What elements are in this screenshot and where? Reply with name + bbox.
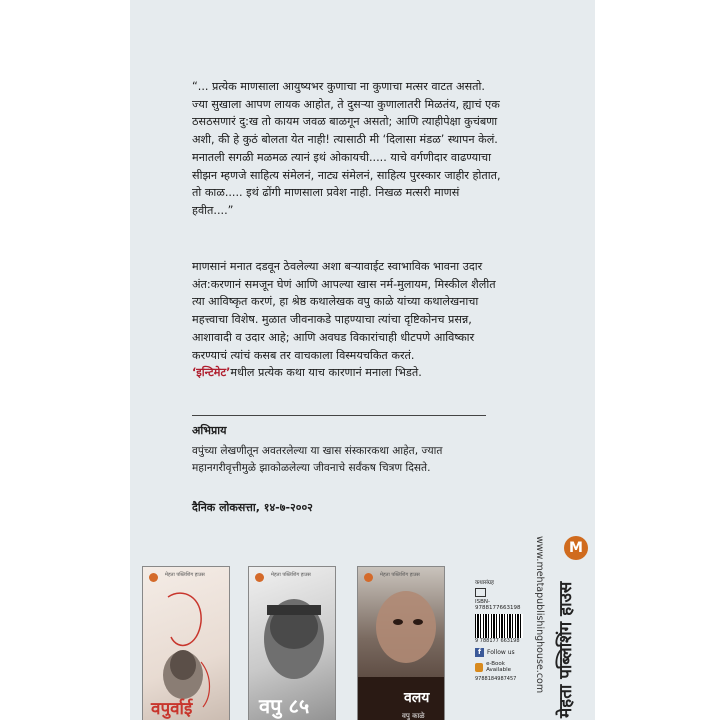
ebook-label: e-Book Available — [486, 661, 511, 673]
barcode-number: 9 788177 663198 — [475, 638, 520, 644]
thumb-title: वपुर्वाई — [151, 699, 193, 719]
book-thumbnail-vapurvai[interactable] — [142, 566, 230, 720]
thumb-publisher-label: मेहता पब्लिशिंग हाउस — [380, 572, 420, 578]
back-cover — [130, 0, 595, 720]
thumb-publisher-label: मेहता पब्लिशिंग हाउस — [165, 572, 205, 578]
ebook-icon — [475, 663, 483, 672]
facebook-icon: f — [475, 648, 484, 657]
publisher-url[interactable]: www.mehtapublishinghouse.com — [534, 536, 545, 694]
blurb-description — [192, 258, 504, 382]
isbn-text: ISBN-9788177663198 — [475, 599, 521, 611]
divider — [192, 415, 486, 416]
publisher-strip — [523, 530, 595, 720]
book-thumbnail-vapu85[interactable] — [248, 566, 336, 720]
publisher-logo-icon: M — [564, 536, 588, 560]
blurb-quote: “... प्रत्येक माणसाला आयुष्यभर कुणाचा ना कुणाचा मत्सर वाटत असतो. ज्या सुखाला आपण लायक आहोत, ते दुसऱ्या कुणालातरी मिळतंय, ह्याचं एक ठसठसणारं दु:ख तो कायम जवळ बाळगून असतो; आणि त्याहीपेक्षा कुचंबणा अशी, की हे कुठं बोलता येत नाही! त्यासाठी मी ‘दिलासा मंडळ’ स्थापन केलं. मनातली सगळी मळमळ त्यानं इथं ओकायची..... याचे वर्गणीदार वाढण्याचा सीझन म्हणजे साहित्य संमेलनं, नाट्य संमेलनं, साहित्य पुरस्कार जाहीर होतात, तो काळ..... इथं ढोंगी माणसाला प्रवेश नाही. निखळ मत्सरी माणसं हवीत....” — [192, 80, 501, 217]
category-icon — [475, 588, 486, 597]
thumb-title: वलय — [404, 690, 430, 706]
description-text: माणसानं मनात दडवून ठेवलेल्या अशा बऱ्यावाईट स्वाभाविक भावना उदार अंत:करणानं समजून घेणं आणि आपल्या खास नर्म-मुलायम, मिस्कील शैलीत त्या आविष्कृत करणं, हा श्रेष्ठ कथालेखक वपु काळे यांच्या कथालेखनाचा महत्त्वाचा विशेष. मुळात जीवनाकडे पाहण्याचा त्यांचा दृष्टिकोनच प्रसन्न, आशावादी व उदार आहे; आणि अवघड विकारांचाही धीटपणे आविष्कार करण्याचं त्यांचं कसब तर वाचकाला विस्मयचकित करतं. — [192, 260, 496, 362]
book-thumbnail-valay[interactable] — [357, 566, 445, 720]
category-label: कथासंग्रह — [475, 580, 494, 586]
publisher-name: मेहता पब्लिशिंग हाउस — [556, 581, 576, 718]
facebook-label: Follow us — [487, 649, 515, 656]
highlight-title: ‘इन्टिमेट’ — [192, 366, 231, 380]
thumb-title: वपु ८५ — [259, 694, 310, 718]
opinion-text: वपुंच्या लेखणीतून अवतरलेल्या या खास संस्कारकथा आहेत, ज्यात महानगरीवृत्तीमुळे झाकोळलेल्या जीवनाचे सर्वंकष चित्रण दिसते. — [192, 445, 443, 474]
ebook-badge[interactable] — [475, 661, 527, 673]
thumb-author: वपु काळे — [402, 712, 425, 720]
product-code: 9788184987457 — [475, 676, 517, 682]
portrait-illustration — [358, 567, 444, 720]
facebook-follow[interactable] — [475, 648, 527, 657]
highlight-rest: मधील प्रत्येक कथा याच कारणानं मनाला भिडते. — [230, 366, 422, 380]
opinion-source: दैनिक लोकसत्ता, १४-७-२००२ — [192, 501, 313, 514]
thumb-publisher-label: मेहता पब्लिशिंग हाउस — [271, 572, 311, 578]
book-info-panel — [475, 578, 527, 682]
barcode-icon — [475, 614, 525, 638]
opinion-heading: अभिप्राय — [192, 424, 227, 437]
